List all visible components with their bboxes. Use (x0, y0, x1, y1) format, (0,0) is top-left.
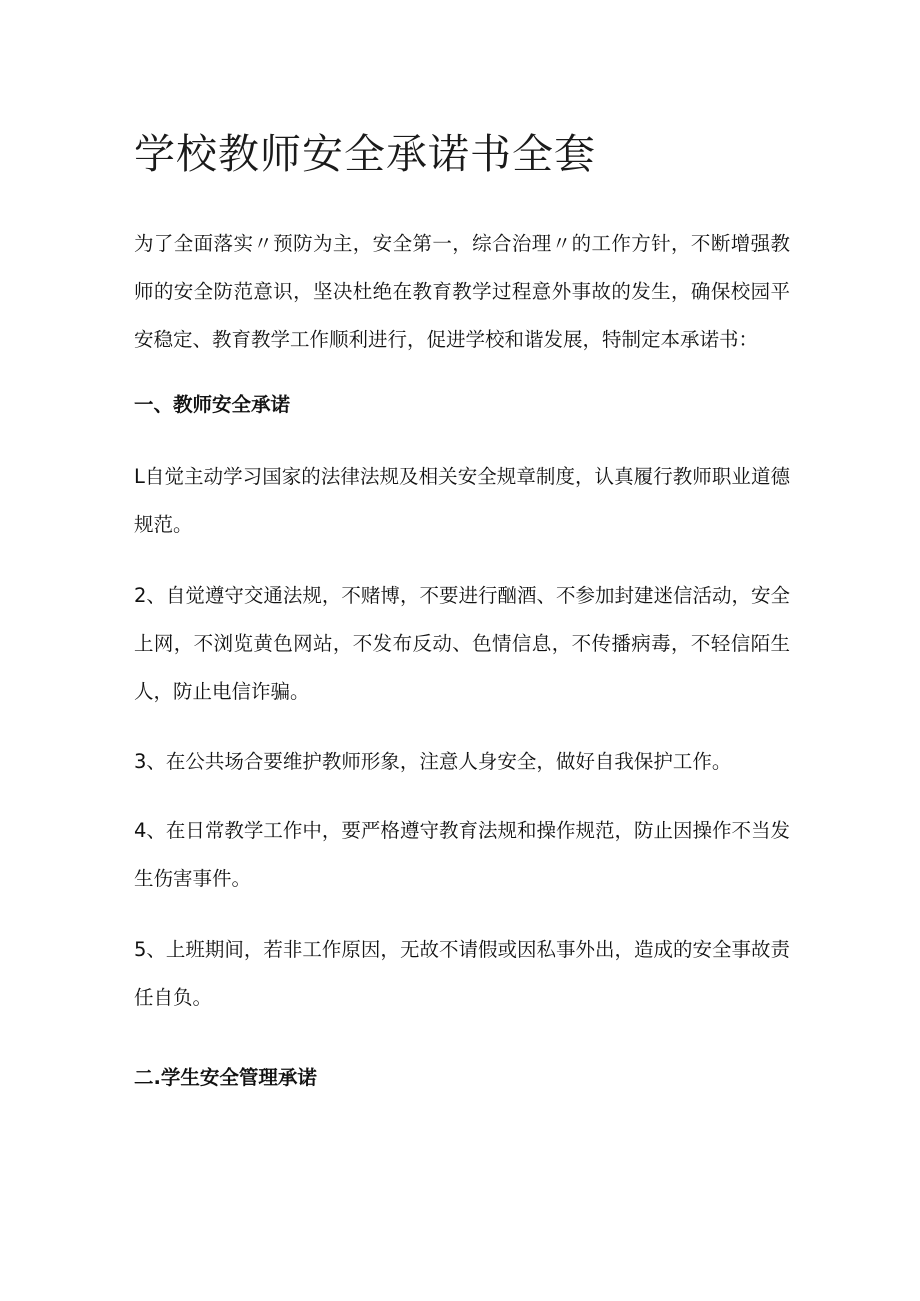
section-two-heading: 二.学生安全管理承诺 (134, 1066, 317, 1089)
section-one-heading: 一、教师安全承诺 (134, 393, 291, 416)
commitment-item-3: 3、在公共场合要维护教师形象，注意人身安全，做好自我保护工作。 (134, 750, 732, 773)
commitment-item-4: 4、在日常教学工作中，要严格遵守教育法规和操作规范，防止因操作不当发生伤害事件。 (134, 819, 790, 890)
commitment-item-1: L自觉主动学习国家的法律法规及相关安全规章制度，认真履行教师职业道德规范。 (134, 465, 790, 536)
commitment-item-5: 5、上班期间，若非工作原因，无故不请假或因私事外出，造成的安全事故责任自负。 (134, 938, 790, 1009)
document-title: 学校教师安全承诺书全套 (134, 130, 596, 178)
commitment-item-2: 2、自觉遵守交通法规，不赌博，不要进行酗酒、不参加封建迷信活动，安全上网，不浏览黄色网站，不发布反动、色情信息，不传播病毒，不轻信陌生人，防止电信诈骗。 (134, 584, 790, 703)
intro-paragraph: 为了全面落实〃预防为主，安全第一，综合治理〃的工作方针，不断增强教师的安全防范意识，坚决杜绝在教育教学过程意外事故的发生，确保校园平安稳定、教育教学工作顺利进行，促进学校和谐发展，特制定本承诺书： (134, 232, 790, 351)
